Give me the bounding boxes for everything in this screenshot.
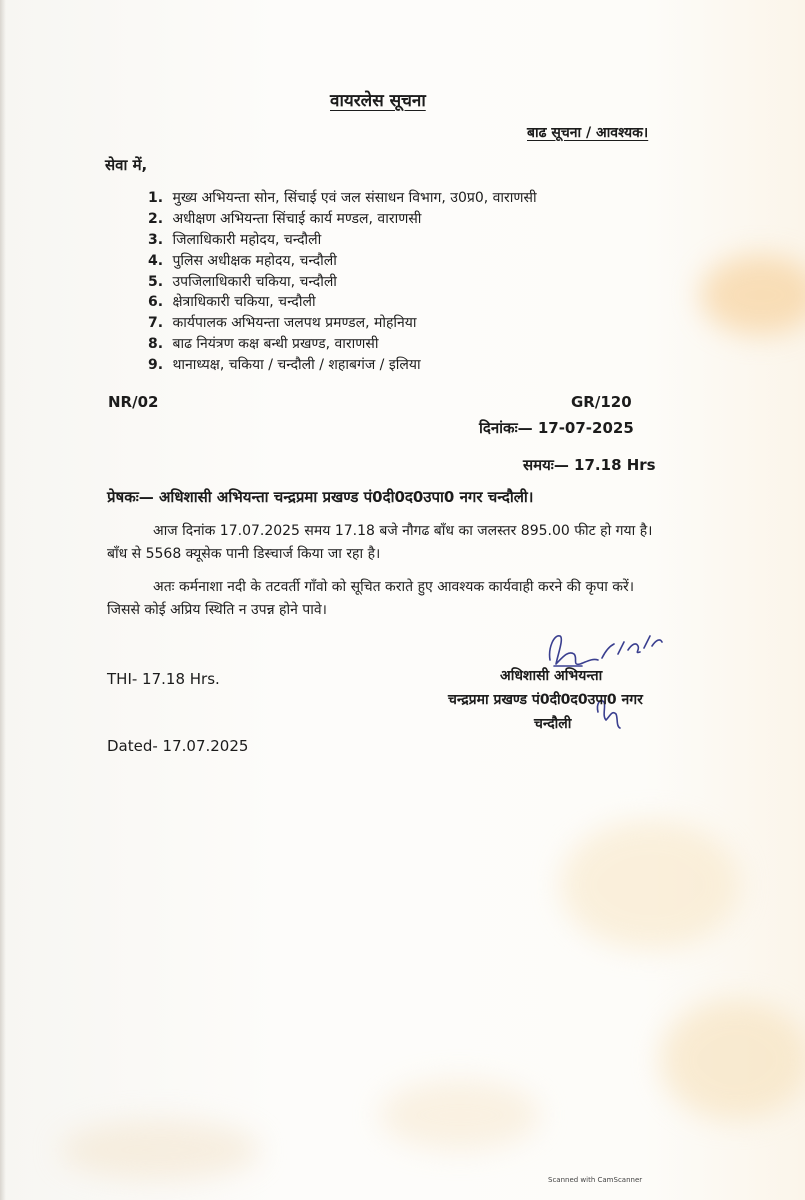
recipient-text: जिलाधिकारी महोदय, चन्दौली <box>172 231 322 248</box>
urgency-label: बाढ सूचना / आवश्यक। <box>527 125 649 141</box>
recipient-text: पुलिस अधीक्षक महोदय, चन्दौली <box>172 252 337 269</box>
paper-stain <box>560 820 740 950</box>
recipient-number: 1. <box>148 190 164 206</box>
recipient-item <box>148 251 537 272</box>
sender-line: प्रेषकः— अधिशासी अभियन्ता चन्द्रप्रमा प्रखण्ड पं0दी0द0उपा0 नगर चन्दौली। <box>107 488 534 506</box>
reference-number-nr: NR/02 <box>108 393 159 411</box>
recipient-item <box>148 292 537 313</box>
issue-time: समयः— 17.18 Hrs <box>523 456 656 474</box>
document-title: वायरलेस सूचना <box>330 91 426 111</box>
recipient-number: 7. <box>148 315 164 332</box>
signatory-place: चन्दौली <box>534 716 572 732</box>
recipient-item <box>148 334 537 355</box>
reference-number-gr: GR/120 <box>571 393 632 411</box>
recipient-text: अधीक्षण अभियन्ता सिंचाई कार्य मण्डल, वाराणसी <box>172 210 422 227</box>
body-paragraph-2-text: अतः कर्मनाशा नदी के तटवर्ती गाँवो को सूचित कराते हुए आवश्यक कार्यवाही करने की कृपा करें। जिससे कोई अप्रिय स्थिति न उपन्न होने पावे। <box>107 579 635 618</box>
recipient-item <box>148 313 537 334</box>
recipient-text: मुख्य अभियन्ता सोन, सिंचाई एवं जल संसाधन विभाग, उ0प्र0, वाराणसी <box>172 190 537 206</box>
recipient-item <box>148 272 537 293</box>
paper-stain <box>380 1080 540 1150</box>
recipient-item <box>148 355 537 376</box>
recipient-number: 6. <box>148 294 164 311</box>
paper-stain <box>700 255 805 335</box>
body-paragraph-1-text: आज दिनांक 17.07.2025 समय 17.18 बजे नौगढ बाँध का जलस्तर 895.00 फीट हो गया है। बाँध से 5568 क्यूसेक पानी डिस्चार्ज किया जा रहा है। <box>107 523 653 562</box>
recipient-item <box>148 188 537 209</box>
scanner-watermark: Scanned with CamScanner <box>548 1176 643 1184</box>
recipient-list <box>148 188 537 376</box>
recipient-number: 3. <box>148 231 164 248</box>
recipient-item <box>148 230 537 251</box>
recipient-number: 8. <box>148 336 164 353</box>
recipient-text: थानाध्यक्ष, चकिया / चन्दौली / शहाबगंज / इलिया <box>172 357 421 374</box>
paper-edge-shadow <box>0 0 6 1200</box>
signatory-designation: अधिशासी अभियन्ता <box>500 668 603 684</box>
signatory-office: चन्द्रप्रमा प्रखण्ड पं0दी0द0उपा0 नगर <box>448 692 643 708</box>
recipient-number: 5. <box>148 273 164 290</box>
paper-stain <box>660 1000 805 1120</box>
recipient-number: 4. <box>148 252 164 269</box>
thi-time: THI- 17.18 Hrs. <box>107 670 220 688</box>
recipient-text: क्षेत्राधिकारी चकिया, चन्दौली <box>172 294 316 311</box>
body-paragraph-2 <box>107 576 667 622</box>
recipient-text: कार्यपालक अभियन्ता जलपथ प्रमण्डल, मोहनिया <box>172 315 417 332</box>
body-paragraph-1 <box>107 520 667 566</box>
dated-line: Dated- 17.07.2025 <box>107 737 249 755</box>
recipient-text: उपजिलाधिकारी चकिया, चन्दौली <box>172 273 337 290</box>
recipient-text: बाढ नियंत्रण कक्ष बन्धी प्रखण्ड, वाराणसी <box>172 336 379 353</box>
recipient-number: 9. <box>148 357 164 374</box>
issue-date: दिनांकः— 17-07-2025 <box>479 419 634 437</box>
paper-stain <box>60 1120 260 1180</box>
recipient-number: 2. <box>148 210 164 227</box>
recipient-item <box>148 209 537 230</box>
salutation: सेवा में, <box>105 156 148 174</box>
